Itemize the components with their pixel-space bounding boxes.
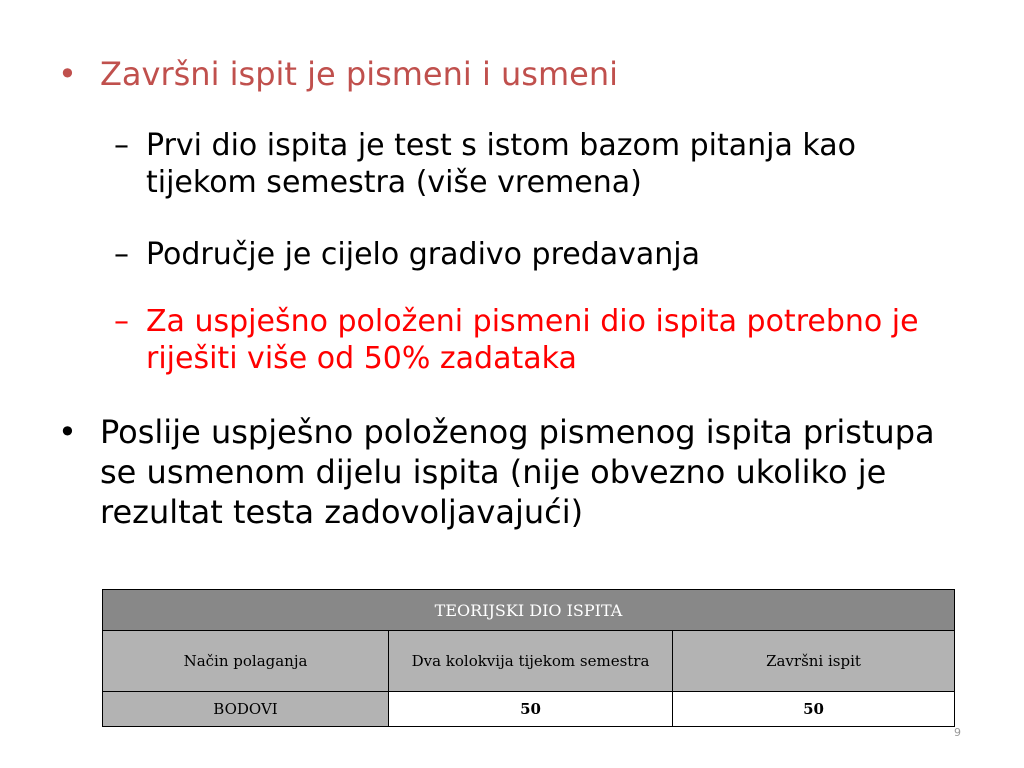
col-final-header: Završni ispit bbox=[673, 631, 955, 692]
dash-marker: – bbox=[114, 128, 129, 163]
bullet-text: Poslije uspješno položenog pismenog ispita pristupa se usmenom dijelu ispita (nije obvezno ukoliko je rezultat testa zadovoljavajući) bbox=[100, 413, 935, 531]
dash-marker: – bbox=[114, 237, 129, 272]
midterms-points: 50 bbox=[389, 692, 673, 727]
dash-marker: – bbox=[114, 304, 129, 339]
subitem-text: Područje je cijelo gradivo predavanja bbox=[146, 237, 701, 272]
bullet-marker: • bbox=[58, 413, 77, 451]
points-table bbox=[102, 589, 955, 727]
subitem-text: Prvi dio ispita je test s istom bazom pitanja kao tijekom semestra (više vremena) bbox=[146, 128, 856, 200]
table-title-row bbox=[103, 590, 955, 631]
bullet-text: Završni ispit je pismeni i usmeni bbox=[100, 55, 618, 93]
table-row bbox=[103, 692, 955, 727]
bullet-marker: • bbox=[58, 55, 77, 93]
row-label: BODOVI bbox=[103, 692, 389, 727]
subitem-text: Za uspješno položeni pismeni dio ispita potrebno je riješiti više od 50% zadataka bbox=[146, 304, 919, 376]
table-header-row bbox=[103, 631, 955, 692]
col-method-header: Način polaganja bbox=[103, 631, 389, 692]
final-points: 50 bbox=[673, 692, 955, 727]
page-number: 9 bbox=[954, 726, 961, 739]
col-midterms-header: Dva kolokvija tijekom semestra bbox=[389, 631, 673, 692]
table-title: TEORIJSKI DIO ISPITA bbox=[103, 590, 955, 631]
